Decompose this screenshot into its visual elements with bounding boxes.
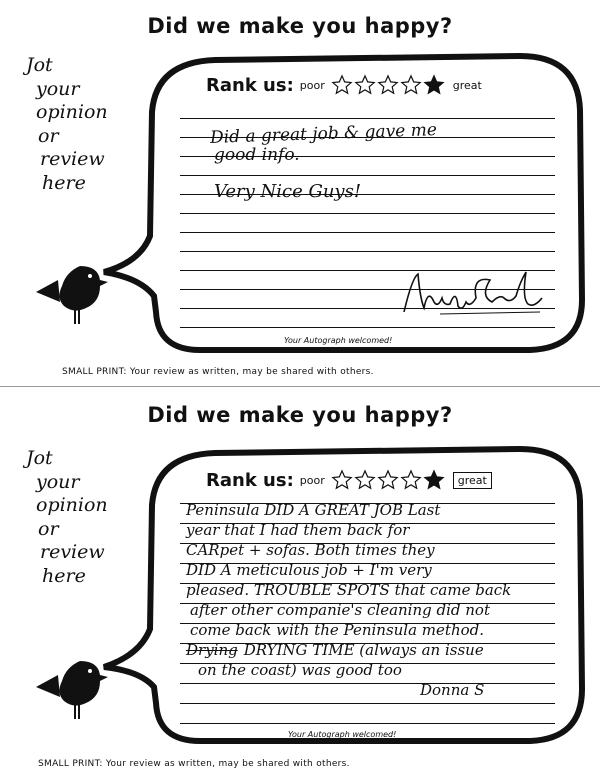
review-text-fragment: DRYING TIME (always an issue [243,641,484,659]
star-empty-icon[interactable] [354,469,376,491]
small-print: SMALL PRINT: Your review as written, may be shared with others. [62,367,374,377]
rank-label: Rank us: [206,74,294,96]
autograph-caption: Your Autograph welcomed! [288,730,397,739]
review-text-line: DID A meticulous job + I'm very [186,561,432,579]
ruled-line [180,213,555,214]
ruled-line [180,683,555,684]
rating-row [206,467,492,493]
review-text-line: on the coast) was good too [198,661,402,679]
bird-icon [30,262,110,330]
rank-label: Rank us: [206,469,294,491]
struck-word: Drying [186,641,238,659]
review-card-2 [0,389,600,777]
rank-poor-label: poor [299,473,325,487]
card-heading: Did we make you happy? [147,403,453,427]
star-empty-icon[interactable] [377,469,399,491]
review-text-line: good info. [214,145,300,165]
side-prompt-line: opinion [36,101,108,123]
review-text-line: come back with the Peninsula method. [190,621,485,639]
rank-poor-label: poor [299,78,325,92]
review-text-line: CARpet + sofas. Both times they [186,541,435,559]
reviewer-name: Donna S [420,681,485,699]
review-text-line: after other companie's cleaning did not [190,601,490,619]
ruled-line [180,327,555,328]
star-empty-icon[interactable] [400,74,422,96]
ruled-line [180,232,555,233]
ruled-line [180,251,555,252]
review-text-line: Peninsula DID A GREAT JOB Last [186,501,441,519]
review-card-1 [0,0,600,388]
star-empty-icon[interactable] [354,74,376,96]
signature [400,268,550,320]
review-text-line [186,641,484,659]
review-text-line: year that I had them back for [186,521,410,539]
ruled-line [180,118,555,119]
card-divider [0,386,600,387]
star-empty-icon[interactable] [331,74,353,96]
ruled-line [180,723,555,724]
rank-great-label: great [452,78,482,92]
review-text-line: Did a great job & gave me [209,120,438,148]
star-rating[interactable] [331,469,445,491]
side-prompt-line: review [40,541,105,563]
star-empty-icon[interactable] [400,469,422,491]
side-prompt-line: opinion [36,494,108,516]
review-text-line: Very Nice Guys! [214,181,362,202]
side-prompt-line: here [42,564,86,587]
side-prompt-line: Jot [26,447,53,469]
ruled-line [180,175,555,176]
side-prompt-line: review [40,148,105,170]
side-prompt-line: or [38,517,59,540]
side-prompt-line: your [36,77,80,100]
side-prompt-line: your [36,470,80,493]
star-filled-icon[interactable] [423,74,445,96]
rank-great-label: great [453,472,492,489]
rating-row [206,72,482,98]
small-print: SMALL PRINT: Your review as written, may be shared with others. [38,759,350,769]
star-empty-icon[interactable] [377,74,399,96]
review-text-line: pleased. TROUBLE SPOTS that came back [186,581,512,599]
bird-icon [30,657,110,725]
side-prompt-line: here [42,171,86,194]
autograph-caption: Your Autograph welcomed! [284,336,393,345]
side-prompt-line: Jot [26,54,53,76]
star-filled-icon[interactable] [423,469,445,491]
star-rating[interactable] [331,74,445,96]
side-prompt-line: or [38,124,59,147]
card-heading: Did we make you happy? [147,14,453,38]
ruled-line [180,703,555,704]
star-empty-icon[interactable] [331,469,353,491]
